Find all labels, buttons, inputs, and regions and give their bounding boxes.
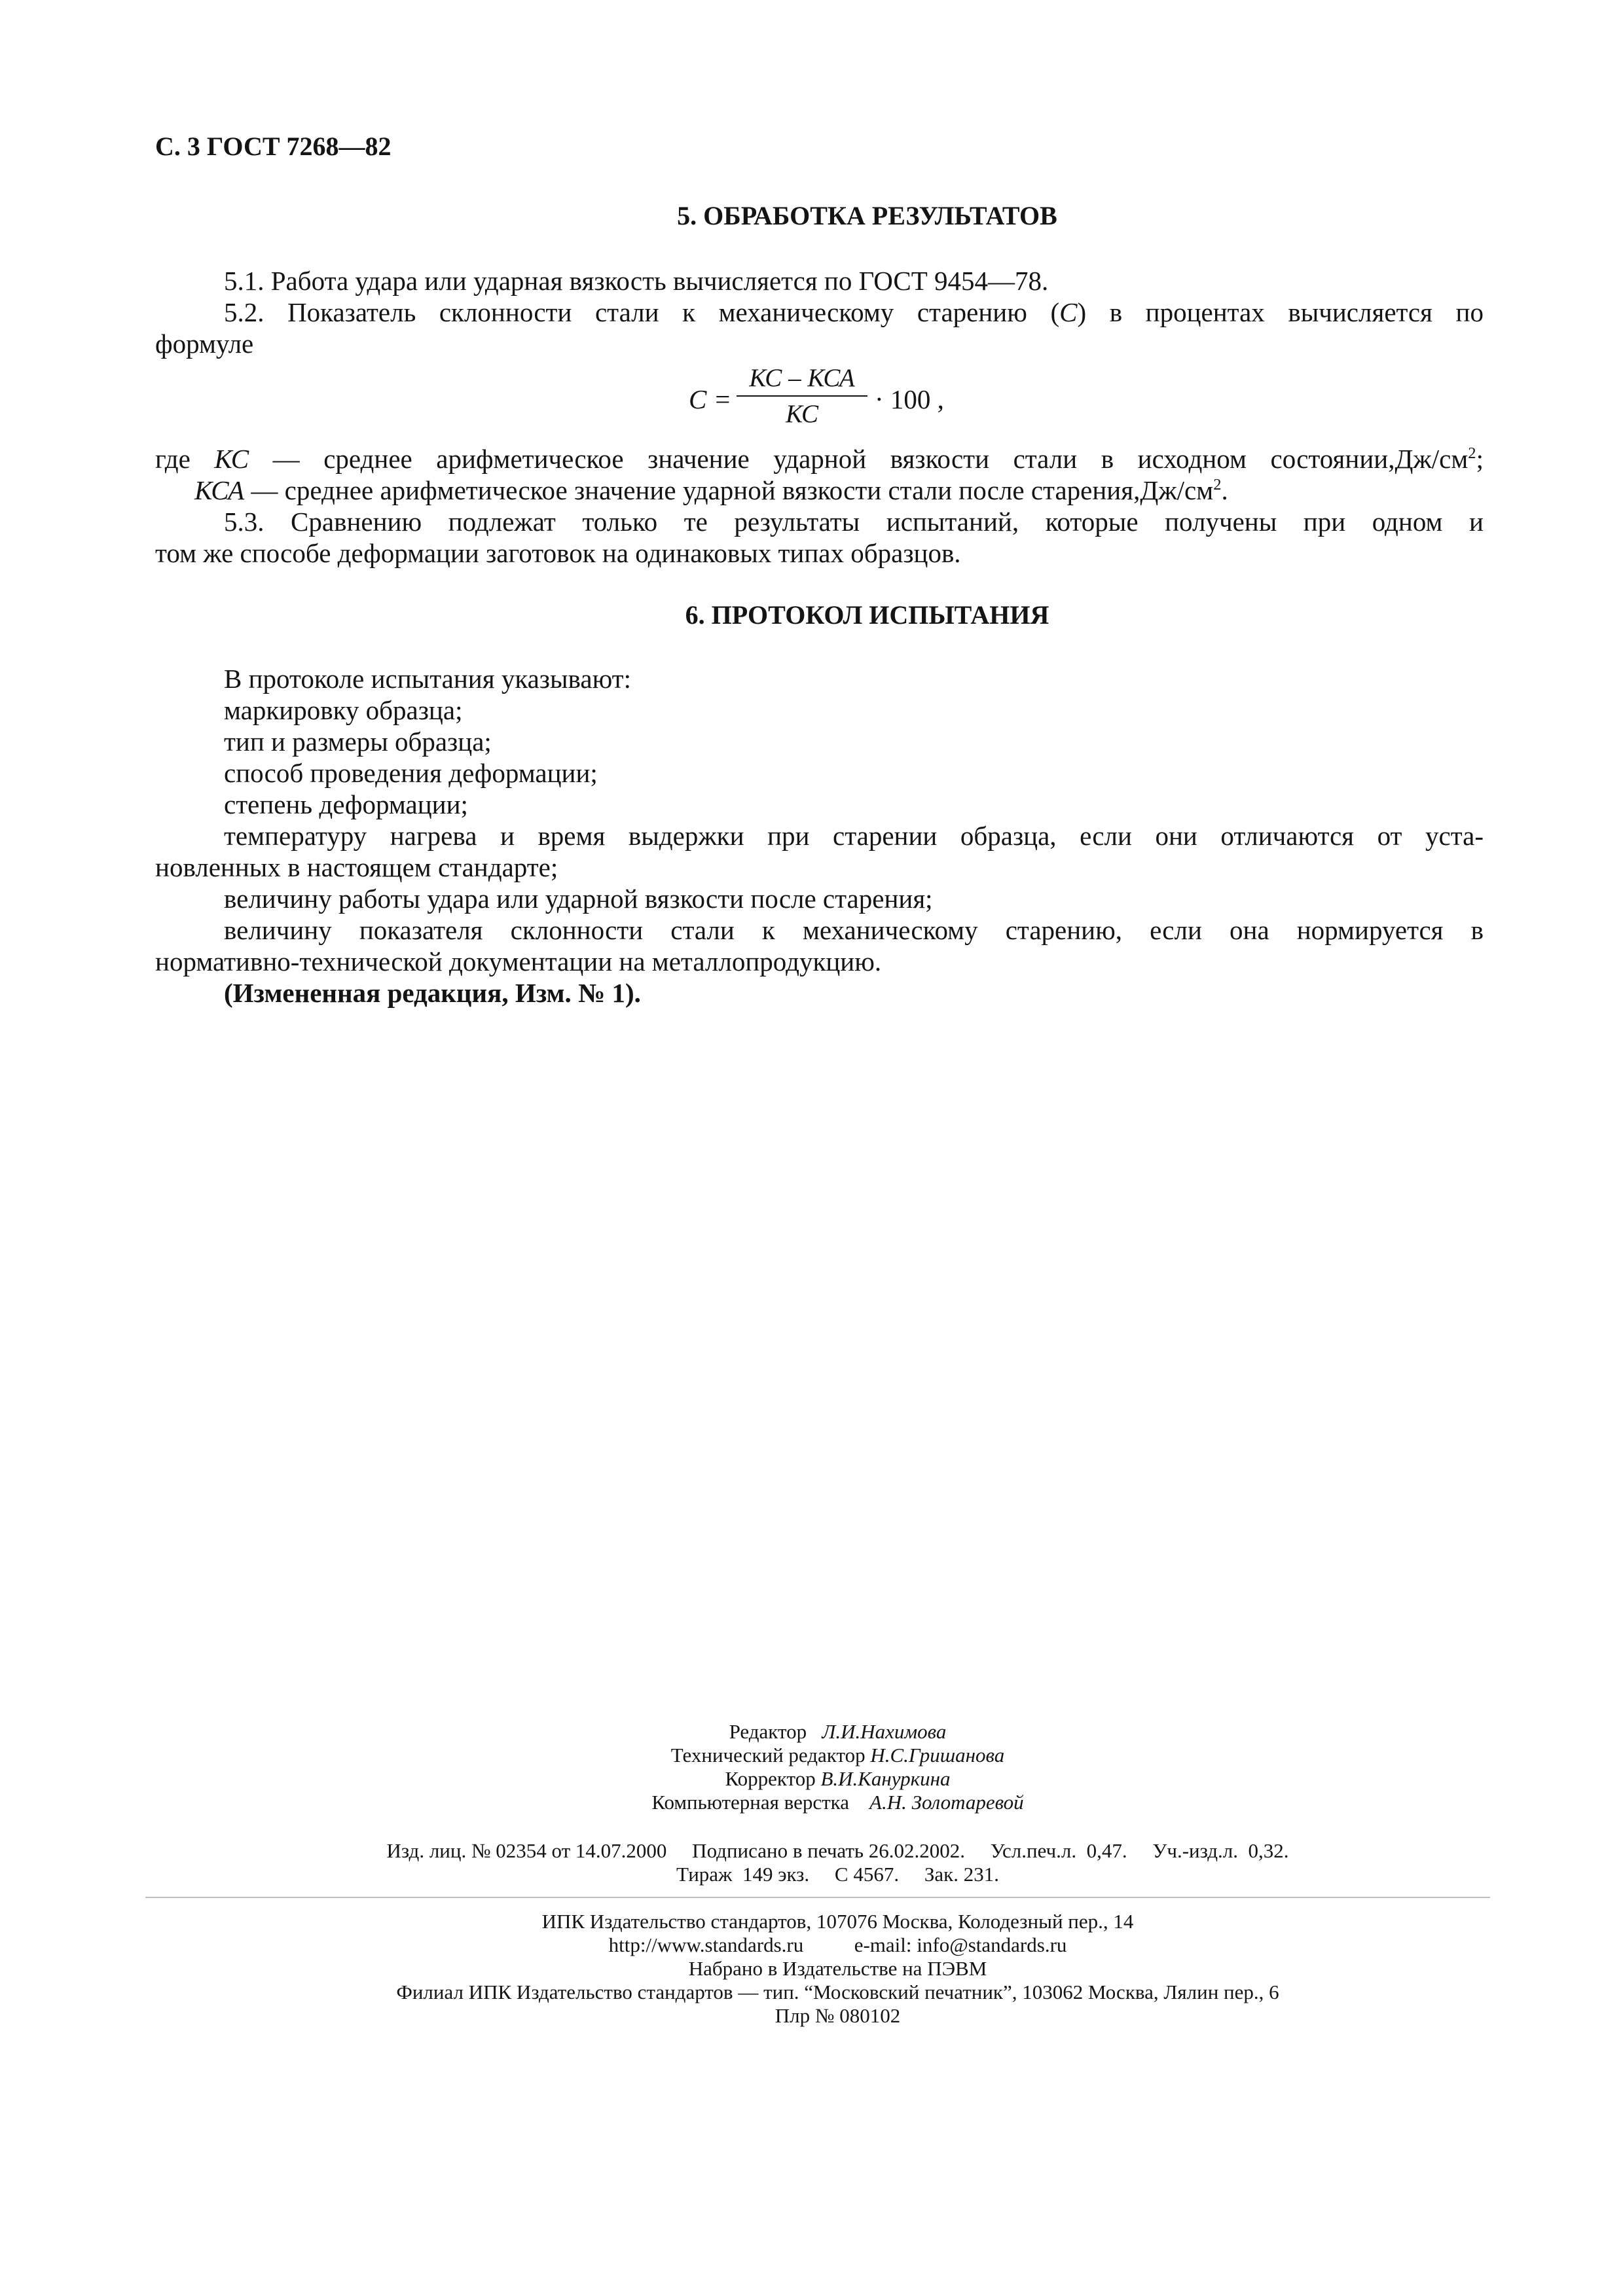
where-kca-superscript: 2: [1213, 476, 1222, 494]
formula-denominator: КС: [785, 400, 819, 428]
paragraph-5-3-line2: том же способе деформации заготовок на одинаковых типах образцов.: [155, 538, 961, 568]
protocol-item-temperature-line2: новленных в настоящем стандарте;: [155, 852, 558, 882]
protocol-item-impact-work: величину работы удара или ударной вязкости после старения;: [224, 884, 933, 914]
protocol-item-aging-index-line2: нормативно-технической документации на металлопродукцию.: [155, 946, 882, 977]
publisher-line1: ИПК Издательство стандартов, 107076 Москва, Колодезный пер., 14: [541, 1910, 1134, 1933]
credit-tech-editor-name: Н.С.Гришанова: [870, 1744, 1005, 1767]
protocol-item-deformation-degree: степень деформации;: [224, 789, 468, 819]
page-header: С. 3 ГОСТ 7268—82: [155, 132, 392, 161]
protocol-item-type-size: тип и размеры образца;: [224, 726, 492, 757]
where-kca-line: [194, 475, 1228, 506]
formula-numerator: КС – КСА: [749, 364, 855, 392]
paragraph-5-3-line1: 5.3. Сравнению подлежат только те результаты испытаний, которые получены при одном и: [224, 507, 1484, 537]
formula-lhs: С =: [689, 384, 732, 414]
protocol-item-marking: маркировку образца;: [224, 695, 463, 725]
where-kc-end: ;: [1476, 444, 1484, 474]
paragraph-5-1: 5.1. Работа удара или ударная вязкость вычисляется по ГОСТ 9454—78.: [224, 266, 1049, 296]
credit-layout-name: А.Н. Золотаревой: [869, 1791, 1024, 1814]
footer-divider: [145, 1897, 1490, 1898]
paragraph-5-2-line2: формуле: [155, 329, 254, 359]
p5-2-text-b: ) в процентах вычисляется по: [1077, 297, 1484, 327]
credit-editor-name: Л.И.Нахимова: [822, 1720, 947, 1743]
paragraph-5-2-line1: [224, 297, 1484, 328]
where-kc-superscript: 2: [1468, 444, 1476, 463]
formula-rhs: · 100 ,: [875, 384, 944, 414]
credit-tech-editor: [0, 1744, 1623, 1767]
credit-editor-label: Редактор: [729, 1720, 807, 1743]
publisher-line4: Филиал ИПК Издательство стандартов — тип. “Московский печатник”, 103062 Москва, Лялин пер., 6: [396, 1981, 1279, 2003]
where-kca-description: — среднее арифметическое значение ударной вязкости стали после старения,Дж/см: [251, 475, 1214, 505]
protocol-item-temperature-line1: температуру нагрева и время выдержки при старении образца, если они отличаются от уста-: [224, 821, 1484, 851]
credit-layout-label: Компьютерная верстка: [651, 1791, 850, 1814]
credit-corrector-name: В.И.Кануркина: [820, 1767, 951, 1790]
section-6-title: 6. ПРОТОКОЛ ИСПЫТАНИЯ: [685, 600, 1049, 630]
imprint-line1: Изд. лиц. № 02354 от 14.07.2000 Подписано в печать 26.02.2002. Усл.печ.л. 0,47. Уч.-изд.л. 0,32.: [386, 1839, 1289, 1862]
publisher-line5: Плр № 080102: [775, 2004, 901, 2027]
credit-corrector-label: Корректор: [725, 1767, 816, 1790]
publisher-line3: Набрано в Издательстве на ПЭВМ: [688, 1957, 987, 1980]
where-kca-variable: КСА: [194, 475, 245, 505]
revision-note: (Измененная редакция, Изм. № 1).: [224, 978, 641, 1008]
where-kc-prefix: где: [155, 444, 191, 474]
credit-editor: [0, 1720, 1623, 1743]
p5-2-variable: С: [1059, 297, 1078, 327]
credit-layout: [0, 1791, 1623, 1814]
where-kc-description: — среднее арифметическое значение ударной вязкости стали в исходном состоянии,Дж/см: [272, 444, 1468, 474]
section-5-title: 5. ОБРАБОТКА РЕЗУЛЬТАТОВ: [677, 201, 1057, 230]
protocol-item-deformation-method: способ проведения деформации;: [224, 758, 598, 788]
p5-2-text-a: 5.2. Показатель склонности стали к механическому старению (: [224, 297, 1060, 327]
protocol-intro: В протоколе испытания указывают:: [224, 664, 631, 694]
credit-corrector: [0, 1767, 1623, 1790]
credit-tech-editor-label: Технический редактор: [670, 1744, 866, 1767]
where-kca-end: .: [1221, 475, 1228, 505]
formula-fraction-bar: [737, 395, 867, 397]
imprint-line2: Тираж 149 экз. С 4567. Зак. 231.: [676, 1863, 999, 1886]
protocol-item-aging-index-line1: величину показателя склонности стали к механическому старению, если она нормируется в: [224, 915, 1484, 945]
where-kc-line: [155, 444, 1484, 475]
where-kc-variable: КС: [214, 444, 249, 474]
publisher-line2: http://www.standards.ru e-mail: info@standards.ru: [608, 1933, 1067, 1956]
